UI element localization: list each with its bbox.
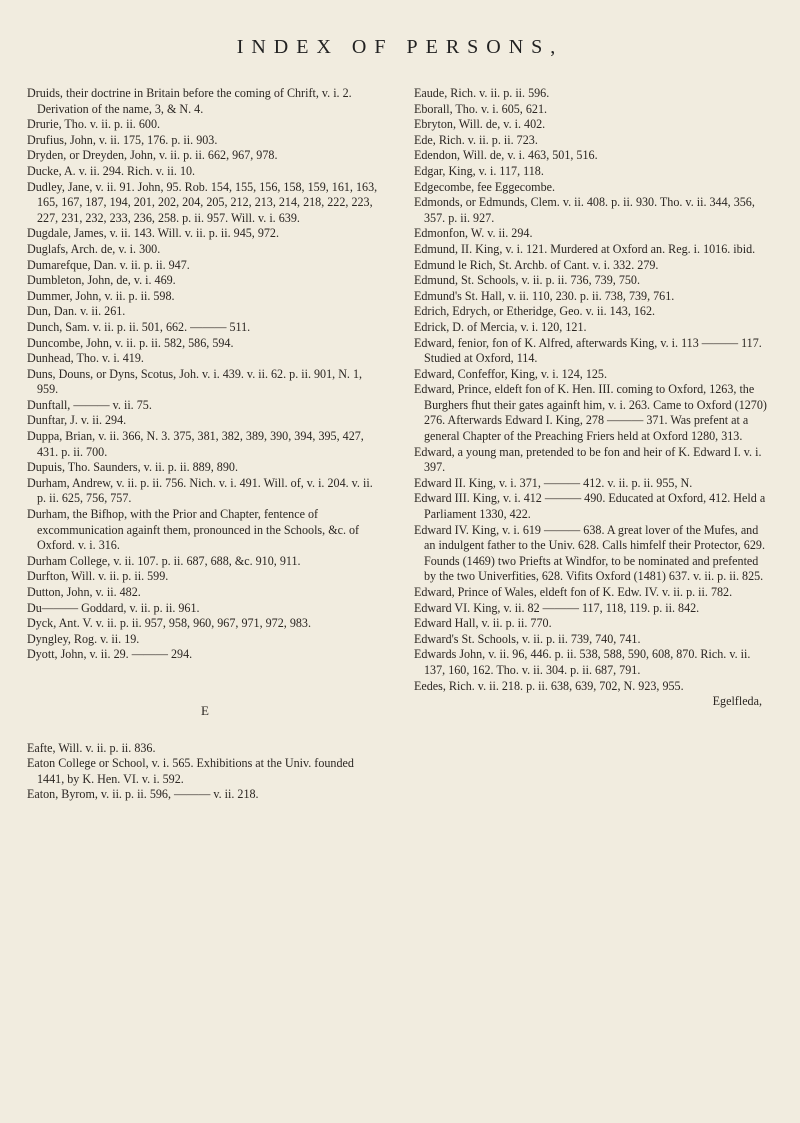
index-entry: Edwards John, v. ii. 96, 446. p. ii. 538, 588, 590, 608, 870. Rich. v. ii. 137, 160, 162. Tho. v. ii. 304. p. ii. 687, 791.	[414, 647, 751, 677]
index-entry: Eborall, Tho. v. i. 605, 621.	[414, 101, 548, 116]
index-entry: Duns, Douns, or Dyns, Scotus, Joh. v. i. 439. v. ii. 62. p. ii. 901, N. 1, 959.	[27, 366, 363, 397]
index-entry: Edward III. King, v. i. 412 ——— 490. Educated at Oxford, 412. Held a Parliament 1330, 422.	[414, 491, 766, 522]
left-e-entries	[27, 741, 383, 803]
index-entry: Dumbleton, John, de, v. i. 469.	[27, 273, 176, 288]
index-entry: Durham College, v. ii. 107. p. ii. 687, 688, &c. 910, 911.	[27, 553, 301, 568]
index-entry: Edmonds, or Edmunds, Clem. v. ii. 408. p. ii. 930. Tho. v. ii. 344, 356, 357. p. ii. 927.	[414, 195, 755, 225]
index-entry: Edgecombe, fee Eggecombe.	[414, 179, 556, 194]
index-entry: Dummer, John, v. ii. p. ii. 598.	[27, 288, 175, 303]
index-entry: Dunhead, Tho. v. i. 419.	[27, 351, 144, 366]
index-entry: Dyngley, Rog. v. ii. 19.	[27, 631, 140, 646]
right-column	[414, 86, 770, 710]
index-entry: Edrich, Edrych, or Etheridge, Geo. v. ii. 143, 162.	[414, 304, 656, 319]
left-entries	[27, 86, 383, 663]
index-entry: Edward's St. Schools, v. ii. p. ii. 739, 740, 741.	[414, 631, 641, 646]
index-entry: Dunftar, J. v. ii. 294.	[27, 413, 127, 428]
index-entry: Edgar, King, v. i. 117, 118.	[414, 163, 544, 178]
index-entry: Durham, the Bifhop, with the Prior and Chapter, fentence of excommunication againft them, pronounced in the Schools, &c. of Oxford. v. i. 316.	[27, 507, 360, 553]
page-header: INDEX OF PERSONS,	[236, 36, 564, 58]
left-column	[27, 86, 383, 803]
index-entry: Dumarefque, Dan. v. ii. p. ii. 947.	[27, 257, 190, 272]
index-entry: Du——— Goddard, v. ii. p. ii. 961.	[27, 600, 200, 615]
index-entry: Edward VI. King, v. ii. 82 ——— 117, 118, 119. p. ii. 842.	[414, 600, 700, 615]
index-entry: Edendon, Will. de, v. i. 463, 501, 516.	[414, 148, 598, 163]
index-entry: Duglafs, Arch. de, v. i. 300.	[27, 241, 161, 256]
index-entry: Edmund le Rich, St. Archb. of Cant. v. i. 332. 279.	[414, 257, 659, 272]
index-entry: Edward IV. King, v. i. 619 ——— 638. A great lover of the Mufes, and an indulgent father to the Univ. 628. Calls himfelf their Protector, 629. Founds (1469) two Priefts at Windfor, to be nominated and prefented by the two Univerfities, 628. Vifits Oxford (1481) 637. v. ii. p. ii. 825.	[414, 522, 765, 584]
index-entry: Eaton College or School, v. i. 565. Exhibitions at the Univ. founded 1441, by K. Hen. VI. v. i. 592.	[27, 756, 354, 786]
index-entry: Dunch, Sam. v. ii. p. ii. 501, 662. ——— 511.	[27, 319, 251, 334]
index-entry: Edward II. King, v. i. 371, ——— 412. v. ii. p. ii. 955, N.	[414, 475, 693, 490]
index-entry: Edward, fenior, fon of K. Alfred, afterwards King, v. i. 113 ——— 117. Studied at Oxford, 114.	[414, 335, 762, 366]
index-entry: Dudley, Jane, v. ii. 91. John, 95. Rob. 154, 155, 156, 158, 159, 161, 163, 165, 167, 187, 194, 201, 202, 204, 205, 212, 213, 214, 218, 222, 223, 227, 231, 232, 233, 236, 258. p. ii. 957. Will. v. i. 639.	[27, 179, 378, 225]
index-entry: Edmund, II. King, v. i. 121. Murdered at Oxford an. Reg. i. 1016. ibid.	[414, 241, 756, 256]
index-entry: Edward Hall, v. ii. p. ii. 770.	[414, 616, 552, 631]
index-entry: Ede, Rich. v. ii. p. ii. 723.	[414, 132, 538, 147]
index-entry: Dutton, John, v. ii. 482.	[27, 585, 141, 599]
index-entry: Edward, Prince, eldeft fon of K. Hen. III. coming to Oxford, 1263, the Burghers fhut their gates againft him, v. i. 263. Came to Oxford (1270) 276. Afterwards Edward I. King, 278 ——— 371. Was prefent at a general Chapter of the Preaching Friers held at Oxford 1280, 313.	[414, 382, 767, 444]
index-entry: Dyck, Ant. V. v. ii. p. ii. 957, 958, 960, 967, 971, 972, 983.	[27, 616, 311, 631]
index-entry: Drurie, Tho. v. ii. p. ii. 600.	[27, 117, 161, 132]
index-entry: Dyott, John, v. ii. 29. ——— 294.	[27, 647, 193, 662]
index-entry: Ebryton, Will. de, v. i. 402.	[414, 117, 546, 132]
index-entry: Eafte, Will. v. ii. p. ii. 836.	[27, 740, 156, 755]
index-entry: Edward, Prince of Wales, eldeft fon of K. Edw. IV. v. ii. p. ii. 782.	[414, 585, 733, 599]
index-entry: Eedes, Rich. v. ii. 218. p. ii. 638, 639, 702, N. 923, 955.	[414, 678, 684, 693]
index-entry: Drufius, John, v. ii. 175, 176. p. ii. 903.	[27, 132, 218, 147]
index-entry: Edmund's St. Hall, v. ii. 110, 230. p. ii. 738, 739, 761.	[414, 288, 675, 303]
index-entry: Duppa, Brian, v. ii. 366, N. 3. 375, 381, 382, 389, 390, 394, 395, 427, 431. p. ii. 700.	[27, 429, 364, 459]
right-entries	[414, 86, 770, 694]
index-entry: Ducke, A. v. ii. 294. Rich. v. ii. 10.	[27, 163, 196, 178]
index-entry: Durfton, Will. v. ii. p. ii. 599.	[27, 569, 169, 584]
index-entry: Dunftall, ——— v. ii. 75.	[27, 397, 152, 412]
index-entry: Edmonfon, W. v. ii. 294.	[414, 226, 533, 241]
index-entry: Eaude, Rich. v. ii. p. ii. 596.	[414, 86, 550, 100]
index-entry: Edward, a young man, pretended to be fon and heir of K. Edward I. v. i. 397.	[414, 444, 762, 475]
index-entry: Dun, Dan. v. ii. 261.	[27, 304, 126, 319]
index-entry: Edrick, D. of Mercia, v. i. 120, 121.	[414, 319, 587, 334]
index-entry: Edmund, St. Schools, v. ii. p. ii. 736, 739, 750.	[414, 273, 640, 288]
index-entry: Eaton, Byrom, v. ii. p. ii. 596, ——— v. ii. 218.	[27, 787, 259, 802]
index-entry: Durham, Andrew, v. ii. p. ii. 756. Nich. v. i. 491. Will. of, v. i. 204. v. ii. p. ii. 625, 756, 757.	[27, 475, 373, 506]
section-letter: E	[201, 702, 209, 718]
index-entry: Edward, Confeffor, King, v. i. 124, 125.	[414, 366, 607, 381]
index-entry: Dugdale, James, v. ii. 143. Will. v. ii. p. ii. 945, 972.	[27, 226, 280, 241]
catchword: Egelfleda,	[712, 694, 762, 709]
index-entry: Duncombe, John, v. ii. p. ii. 582, 586, 594.	[27, 335, 234, 350]
index-entry: Dupuis, Tho. Saunders, v. ii. p. ii. 889, 890.	[27, 460, 238, 475]
index-entry: Druids, their doctrine in Britain before the coming of Chrift, v. i. 2. Derivation of the name, 3, & N. 4.	[27, 86, 352, 116]
index-entry: Dryden, or Dreyden, John, v. ii. p. ii. 662, 967, 978.	[27, 148, 278, 163]
